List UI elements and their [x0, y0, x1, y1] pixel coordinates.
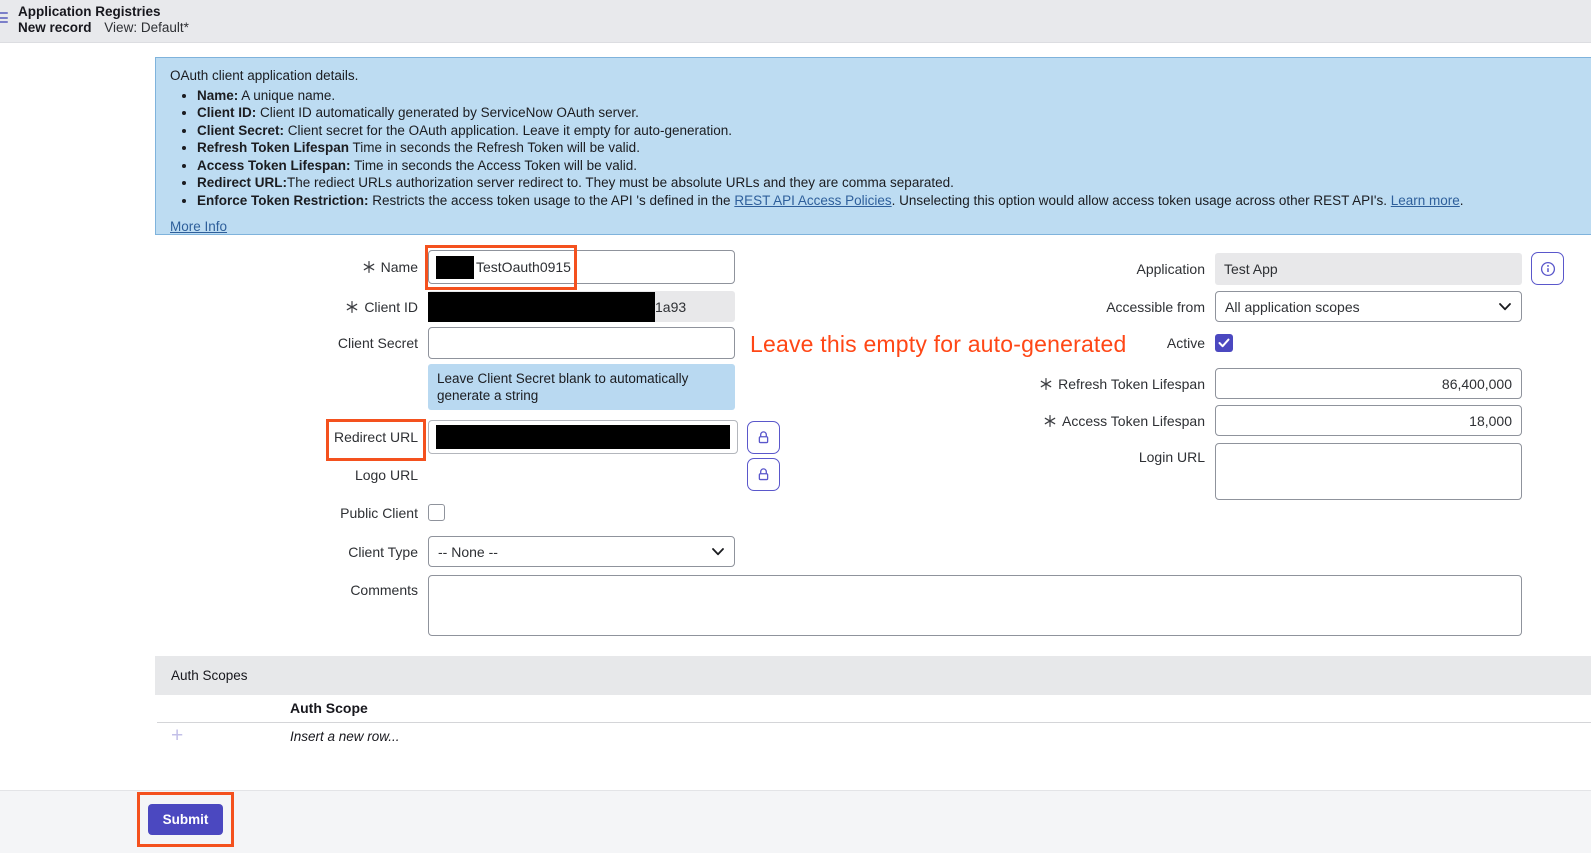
info-bullet-access-token: • Access Token Lifespan: Time in seconds the Access Token will be valid.	[197, 157, 1577, 175]
more-info-link[interactable]: More Info	[170, 219, 228, 234]
public-client-checkbox[interactable]	[428, 504, 445, 521]
client-secret-row	[155, 327, 735, 359]
page-title: Application Registries	[18, 4, 161, 19]
redacted-prefix	[436, 256, 474, 279]
refresh-token-lifespan-value: 86,400,000	[1441, 375, 1512, 392]
client-type-label: Client Type	[348, 543, 418, 560]
info-bullet-redirect-url: • Redirect URL:The rediect URLs authorization server redirect to. They must be absolute URLs and they are comma separated.	[197, 174, 1577, 192]
checkmark-icon	[1218, 338, 1230, 348]
client-secret-label: Client Secret	[337, 335, 418, 351]
redacted-client-id	[428, 292, 655, 322]
client-type-value: -- None --	[438, 543, 498, 560]
required-asterisk-icon	[1040, 378, 1052, 390]
view-label[interactable]: View: Default*	[104, 20, 189, 35]
rest-api-access-policies-link[interactable]: REST API Access Policies	[734, 192, 892, 208]
application-info-button[interactable]	[1531, 252, 1564, 285]
required-asterisk-icon	[363, 261, 375, 273]
redirect-url-input[interactable]	[428, 420, 738, 454]
client-id-suffix: 1a93	[655, 298, 687, 315]
auth-scopes-title: Auth Scopes	[171, 668, 248, 683]
chevron-down-icon	[712, 548, 724, 556]
auth-scope-divider	[157, 722, 1591, 723]
form-footer	[0, 790, 1591, 853]
name-label: Name	[380, 259, 418, 275]
name-input[interactable]	[428, 250, 735, 284]
redacted-redirect-url	[436, 425, 730, 449]
info-bullet-enforce-token: • Enforce Token Restriction: Restricts the access token usage to the API 's defined in the REST API Access Policies. Unselecting this option would allow access token usage across other REST API's. Learn more.	[197, 192, 1577, 210]
submit-button[interactable]: Submit	[148, 804, 224, 835]
access-token-lifespan-input[interactable]	[1215, 405, 1522, 436]
client-type-select[interactable]	[428, 536, 735, 567]
comments-label: Comments	[350, 582, 418, 598]
top-header-bar	[0, 0, 1591, 43]
required-asterisk-icon	[1044, 415, 1056, 427]
info-bullet-refresh-token: • Refresh Token Lifespan Time in seconds the Refresh Token will be valid.	[197, 139, 1577, 157]
public-client-row	[155, 504, 445, 521]
access-token-lifespan-row	[950, 405, 1522, 436]
client-id-field	[428, 291, 735, 322]
learn-more-link[interactable]: Learn more	[1390, 192, 1460, 208]
login-url-label: Login URL	[1138, 449, 1205, 465]
required-asterisk-icon	[346, 301, 358, 313]
info-bullet-client-secret: • Client Secret: Client secret for the OAuth application. Leave it empty for auto-generation.	[197, 122, 1577, 140]
submit-highlight-box	[137, 792, 234, 847]
access-token-lifespan-value: 18,000	[1469, 412, 1512, 429]
login-url-textarea[interactable]	[1215, 443, 1522, 500]
accessible-from-select[interactable]	[1215, 291, 1522, 322]
refresh-token-lifespan-label: Refresh Token Lifespan	[1058, 375, 1205, 392]
login-url-row	[950, 443, 1522, 500]
accessible-from-label: Accessible from	[1106, 298, 1205, 315]
logo-url-row	[155, 458, 780, 491]
redirect-url-label: Redirect URL	[333, 429, 418, 445]
application-field	[1215, 253, 1522, 285]
application-row	[950, 252, 1564, 285]
info-circle-icon	[1540, 261, 1556, 277]
refresh-token-lifespan-input[interactable]	[1215, 368, 1522, 399]
client-id-label: Client ID	[364, 298, 418, 315]
client-id-row	[155, 291, 735, 322]
info-intro: OAuth client application details.	[170, 68, 359, 83]
client-secret-hint: Leave Client Secret blank to automatically generate a string	[428, 364, 735, 410]
public-client-label: Public Client	[340, 504, 418, 521]
insert-row-plus-icon[interactable]: +	[171, 724, 184, 747]
redirect-url-row	[155, 420, 780, 454]
application-value: Test App	[1224, 260, 1278, 277]
comments-row	[155, 575, 1522, 636]
name-value: TestOauth0915	[476, 259, 571, 275]
redirect-url-lock-button[interactable]	[747, 421, 780, 454]
logo-url-lock-button[interactable]	[747, 458, 780, 491]
active-label: Active	[1166, 335, 1205, 351]
name-row	[155, 250, 735, 284]
auth-scope-column-header[interactable]: Auth Scope	[290, 700, 368, 716]
client-secret-input[interactable]	[428, 327, 735, 359]
chevron-down-icon	[1499, 303, 1511, 311]
access-token-lifespan-label: Access Token Lifespan	[1062, 412, 1205, 429]
accessible-from-row	[950, 291, 1522, 322]
oauth-info-message	[155, 57, 1591, 235]
client-secret-annotation: Leave this empty for auto-generated	[750, 331, 1127, 357]
info-bullet-name: • Name: A unique name.	[197, 87, 1577, 105]
active-checkbox[interactable]	[1215, 334, 1233, 352]
logo-url-label: Logo URL	[354, 466, 418, 483]
comments-textarea[interactable]	[428, 575, 1522, 636]
refresh-token-lifespan-row	[950, 368, 1522, 399]
record-subtitle: New record	[18, 20, 92, 35]
application-label: Application	[1136, 260, 1205, 277]
client-type-row	[155, 536, 735, 567]
page-title-block	[18, 4, 189, 36]
hamburger-menu-icon[interactable]	[0, 12, 8, 25]
info-bullet-client-id: • Client ID: Client ID automatically generated by ServiceNow OAuth server.	[197, 104, 1577, 122]
accessible-from-value: All application scopes	[1225, 298, 1360, 315]
active-row	[950, 334, 1233, 352]
padlock-icon	[756, 430, 771, 445]
padlock-icon	[756, 467, 771, 482]
insert-new-row[interactable]: Insert a new row...	[290, 729, 400, 744]
auth-scopes-section-header[interactable]	[155, 656, 1591, 695]
